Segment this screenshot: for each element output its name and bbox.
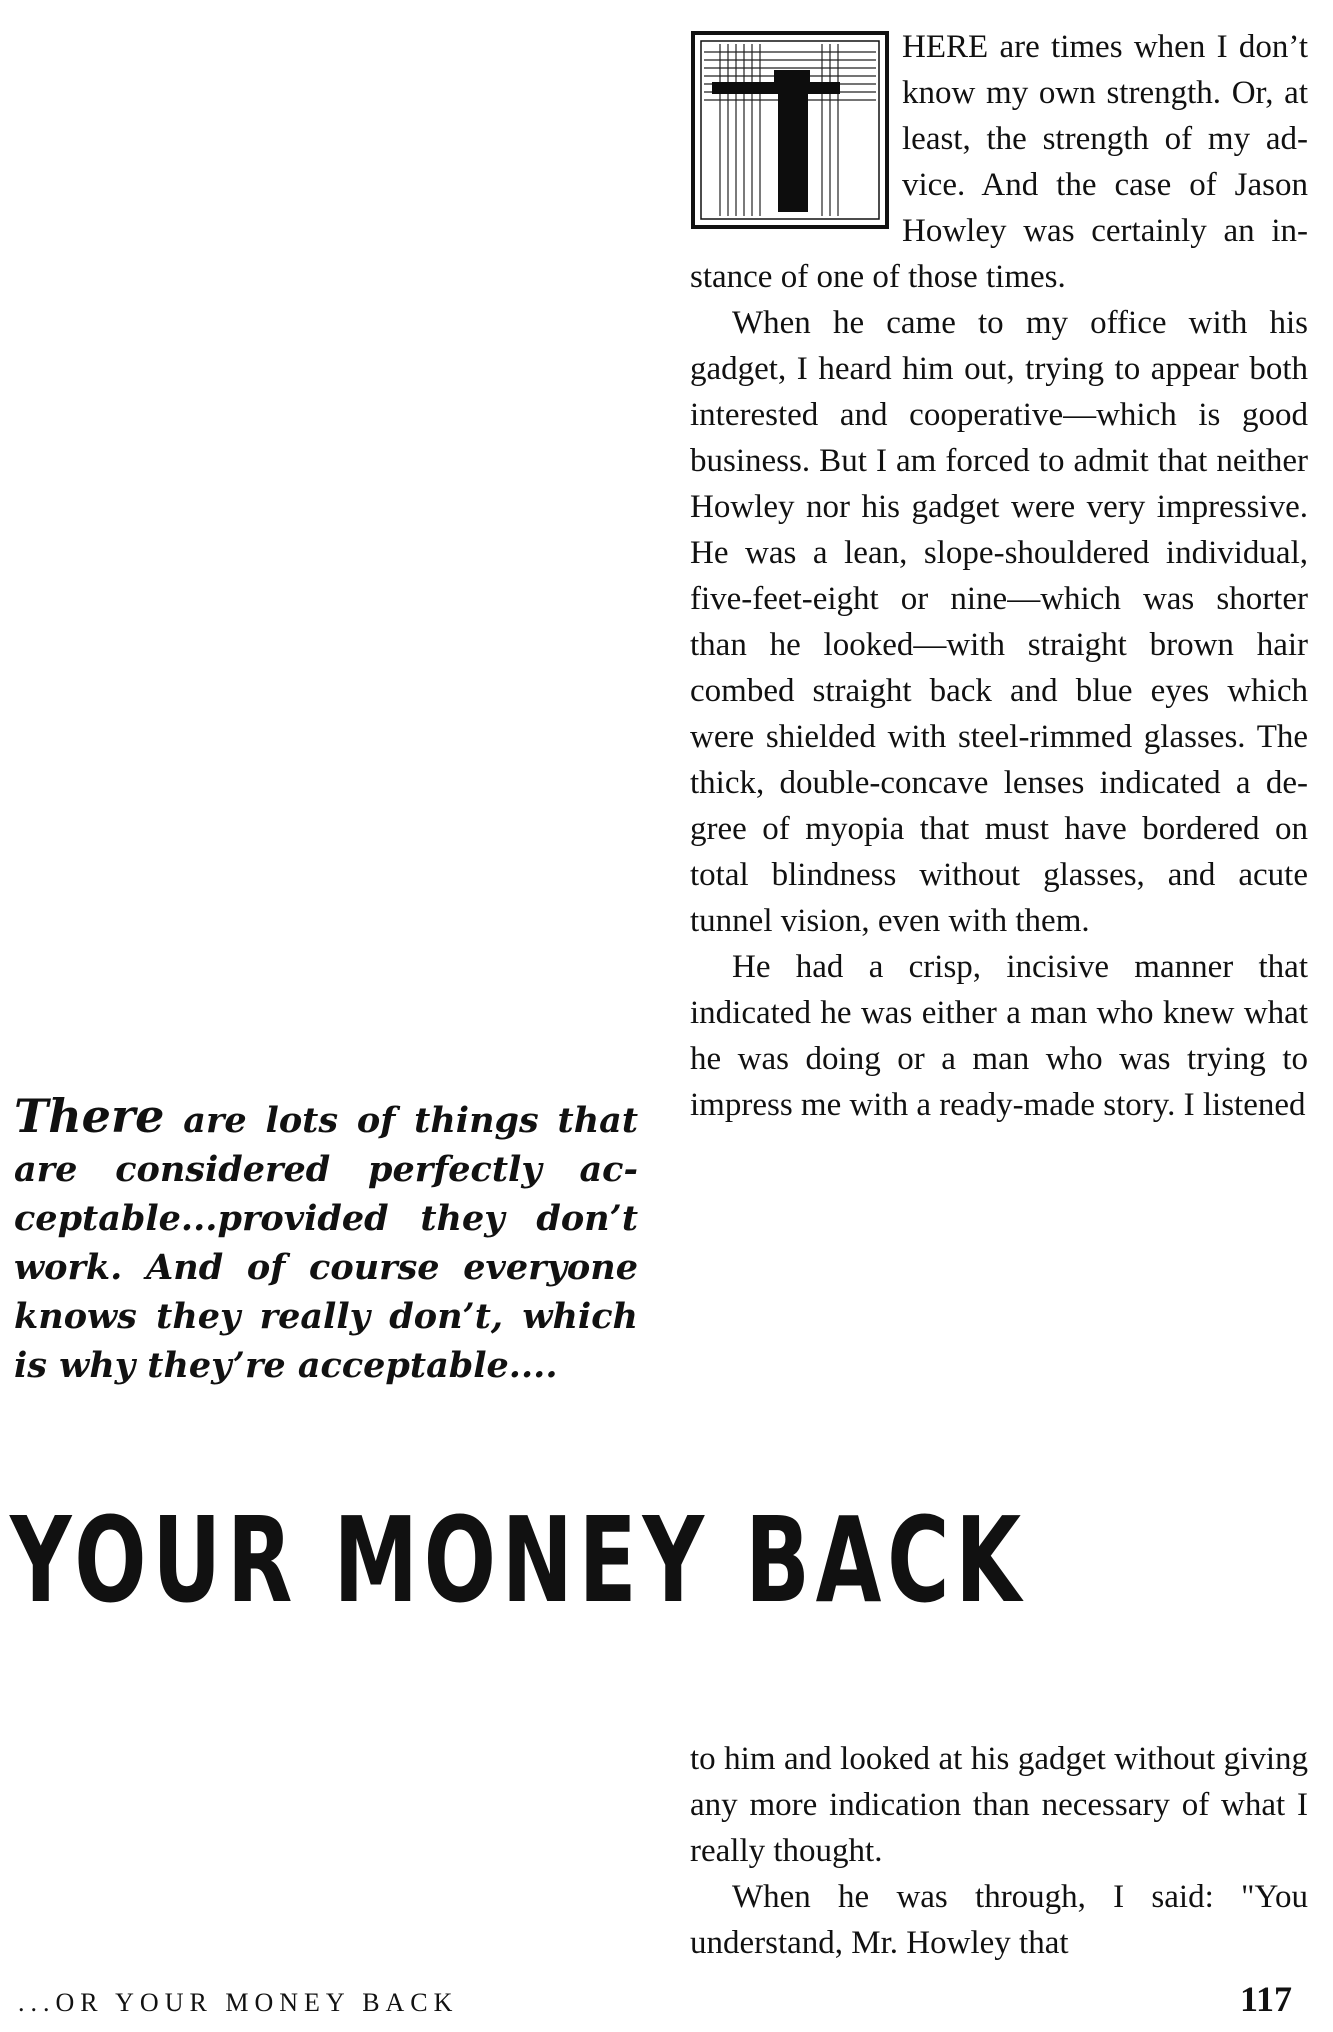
running-head: ...OR YOUR MONEY BACK — [18, 1988, 459, 2017]
story-title: YOUR MONEY BACK — [10, 1491, 1027, 1629]
page-number: 117 — [1240, 1979, 1293, 2019]
tagline-blurb — [14, 1089, 638, 1390]
article-paragraph-1: HERE are times when I don’t know my own strength. Or, at least, the strength of my advice. And the case of Jason Howley was certainly an instance of one of those times. — [690, 29, 1308, 295]
article-paragraph-3: He had a crisp, incisive manner that indicated he was either a man who knew what he was doing or a man who was trying to impress me with a ready-made story. I listened — [690, 949, 1308, 1123]
tagline-lead-word: There — [14, 1089, 165, 1143]
article-paragraph-4: to him and looked at his gadget without giving any more indication than necessary of what I really thought. — [690, 1741, 1308, 1869]
article-paragraph-5: When he was through, I said: "You understand, Mr. Howley that — [690, 1879, 1308, 1961]
tagline-text: are lots of things that are considered perfectly acceptable...provided they don’t work. And of course everyone knows they really don’t, which is why they’re acceptable.... — [14, 1100, 638, 1386]
dropcap-t-icon — [690, 30, 890, 230]
article-column-top — [690, 24, 1308, 1128]
article-column-bottom — [690, 1736, 1308, 1966]
article-paragraph-2: When he came to my office with his gadget, I heard him out, trying to appear both interested and cooperative—which is good business. But I am forced to admit that neither Howley nor his gadget were very impressive. He was a lean, slope-shouldered individual, five-feet-eight or nine—which was shorter than he looked—with straight brown hair combed straight back and blue eyes which were shielded with steel-rimmed glasses. The thick, double-concave lenses indicated a degree of myopia that must have bordered on total blindness without glasses, and acute tunnel vision, even with them. — [690, 305, 1308, 939]
